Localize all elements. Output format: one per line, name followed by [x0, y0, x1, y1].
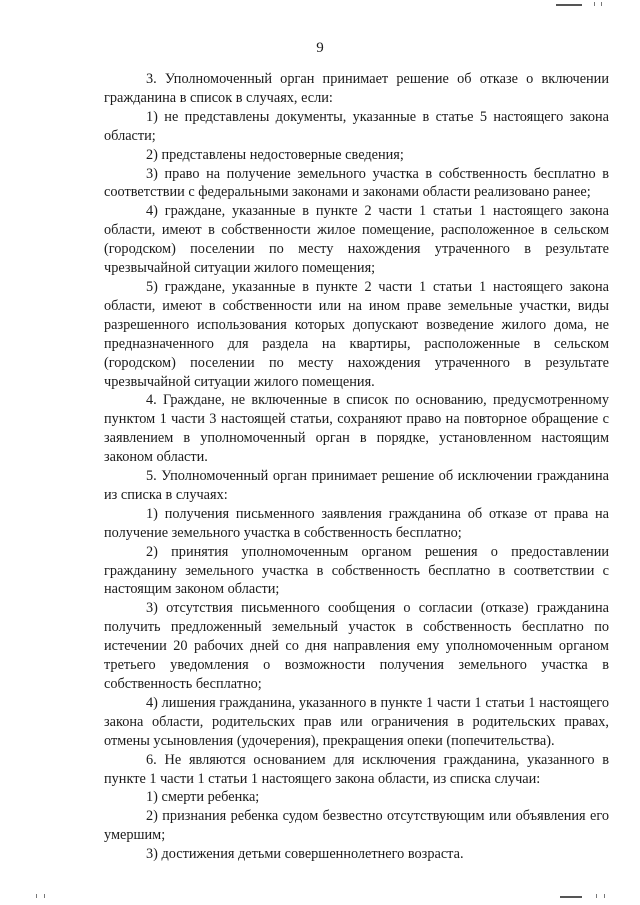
scan-mark-bottom-right: [560, 896, 582, 898]
scan-dot: [36, 894, 37, 898]
paragraph: 4) граждане, указанные в пункте 2 части 1 статьи 1 настоящего закона области, имеют в собственности жилое помещение, расположенное в сельском (городском) поселении по месту нахождения утраченного в результате чрезвычайной ситуации жилого помещения;: [104, 203, 609, 277]
paragraph: 6. Не являются основанием для исключения гражданина, указанного в пункте 1 части 1 статьи 1 настоящего закона области, из списка случаи:: [104, 751, 609, 787]
paragraph: 2) признания ребенка судом безвестно отсутствующим или объявления его умершим;: [104, 808, 609, 844]
scan-dot: [601, 2, 602, 6]
scan-dot: [594, 2, 595, 6]
paragraph: 3. Уполномоченный орган принимает решение об отказе о включении гражданина в список в случаях, если:: [104, 71, 609, 106]
scan-dot: [596, 894, 597, 898]
paragraph: 3) достижения детьми совершеннолетнего возраста.: [146, 846, 464, 863]
paragraph: 5) граждане, указанные в пункте 2 части 1 статьи 1 настоящего закона области, имеют в собственности или на ином праве земельные участки, виды разрешенного использования которых допускают возведение жилого дома, не предназначенного для раздела на квартиры, расположенные в сельском (городском) поселении по месту нахождения утраченного в результате чрезвычайной ситуации жилого помещения.: [104, 278, 609, 390]
paragraph: 1) не представлены документы, указанные в статье 5 настоящего закона области;: [104, 108, 609, 144]
paragraph: 2) принятия уполномоченным органом решения о предоставлении гражданину земельного участка в собственность бесплатно в соответствии с настоящим законом области;: [104, 543, 609, 598]
paragraph: 5. Уполномоченный орган принимает решение об исключении гражданина из списка в случаях:: [104, 468, 609, 503]
scan-dot: [604, 894, 605, 898]
paragraph: 1) получения письменного заявления гражданина об отказе от права на получение земельного участка в собственность бесплатно;: [104, 505, 609, 541]
paragraph: 3) право на получение земельного участка в собственность бесплатно в соответствии с федеральными законами и законами области реализовано ранее;: [104, 165, 609, 201]
scan-dot: [44, 894, 45, 898]
paragraph: 1) смерти ребенка;: [146, 789, 260, 806]
page-number: 9: [316, 40, 324, 56]
scan-mark-top-right: [556, 4, 582, 6]
paragraph: 4) лишения гражданина, указанного в пункте 1 части 1 статьи 1 настоящего закона области, родительских прав или ограничения в родительских правах, отмены усыновления (удочерения), прекращения опеки (попечительства).: [104, 694, 609, 749]
document-body: [104, 70, 609, 864]
paragraph: 4. Граждане, не включенные в список по основанию, предусмотренному пунктом 1 части 3 настоящей статьи, сохраняют право на повторное обращение с заявлением в уполномоченный орган в порядке, установленном настоящим законом области.: [104, 392, 609, 466]
paragraph: 3) отсутствия письменного сообщения о согласии (отказе) гражданина получить предложенный земельный участок в собственность бесплатно по истечении 20 рабочих дней со дня направления ему уполномоченным органом третьего уведомления о возможности получения земельного участка в собственность бесплатно;: [104, 600, 609, 692]
paragraph: 2) представлены недостоверные сведения;: [146, 146, 404, 163]
